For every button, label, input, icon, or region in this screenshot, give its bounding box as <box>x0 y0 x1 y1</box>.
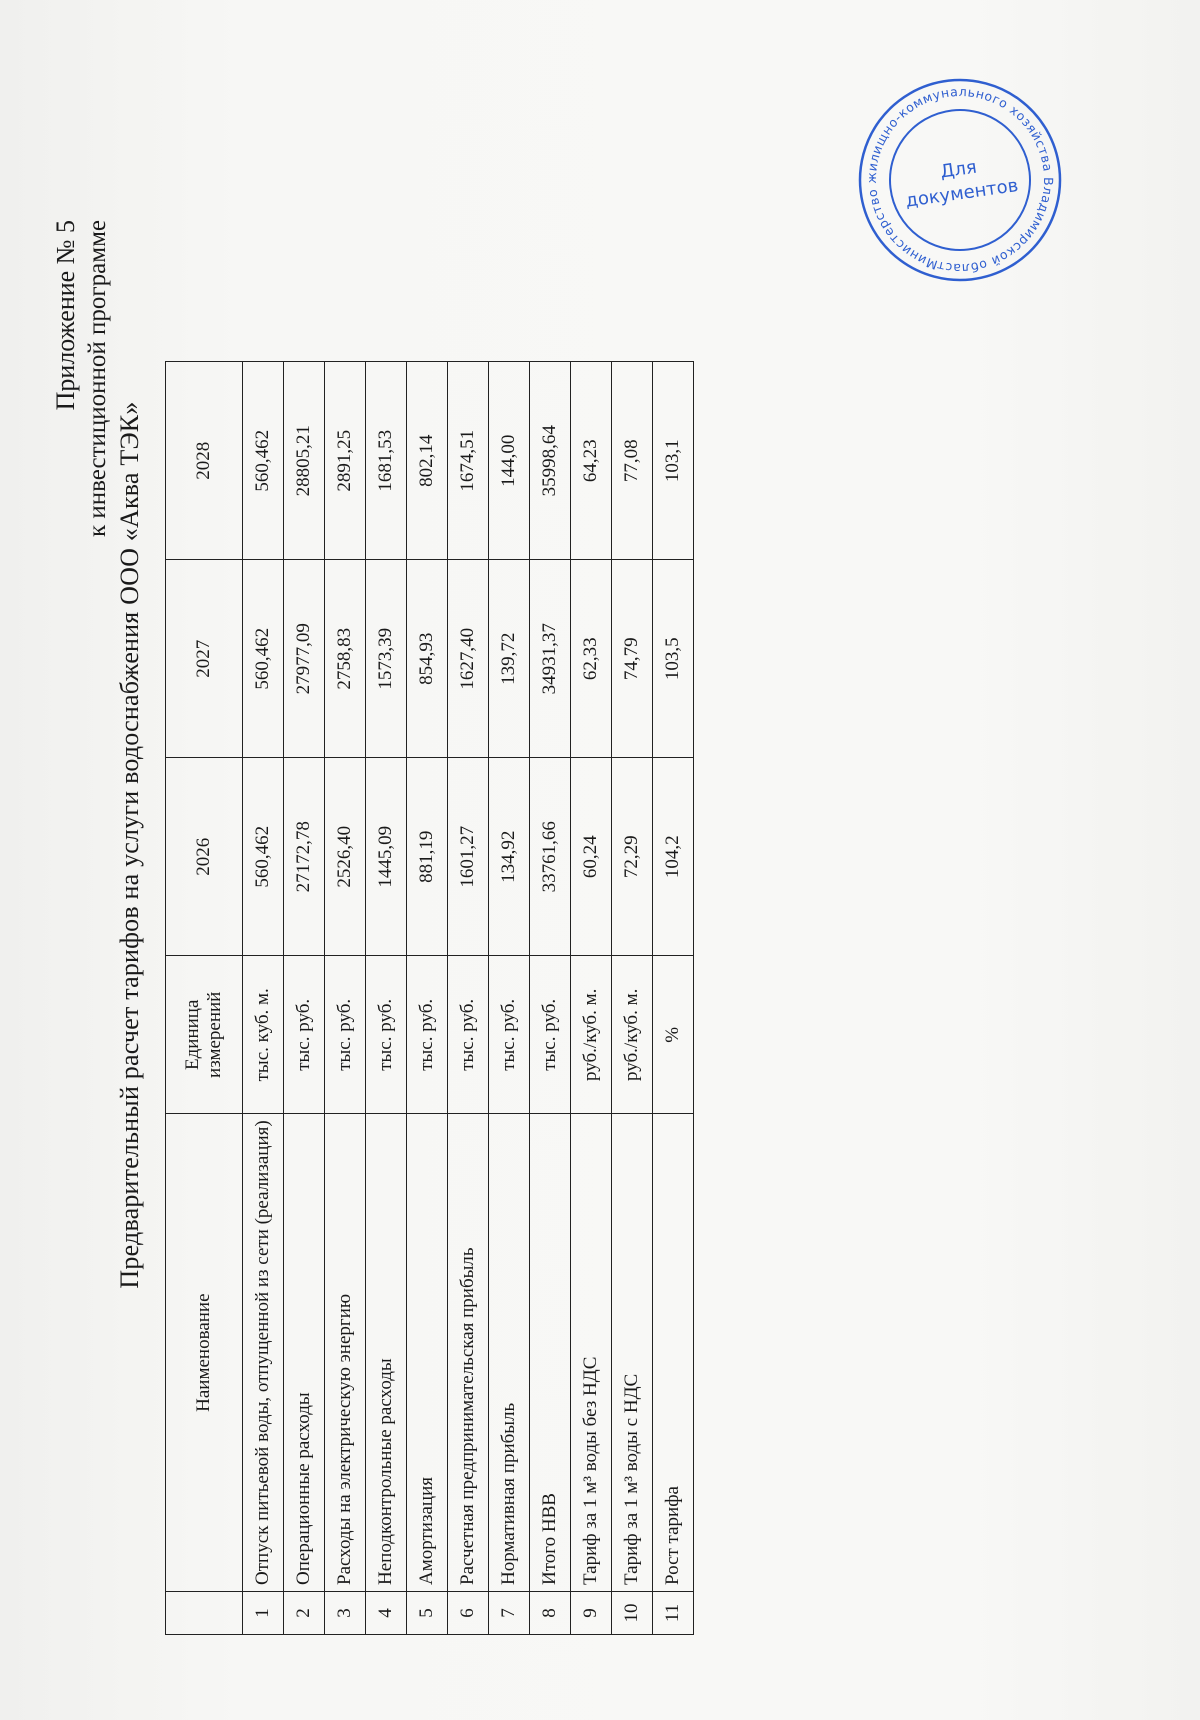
row-value-2026: 560,462 <box>243 758 284 956</box>
row-value-2028: 64,23 <box>571 362 612 560</box>
row-value-2026: 60,24 <box>571 758 612 956</box>
row-value-2026: 27172,78 <box>284 758 325 956</box>
row-value-2027: 103,5 <box>653 560 694 758</box>
row-value-2028: 1674,51 <box>448 362 489 560</box>
row-num: 9 <box>571 1592 612 1635</box>
row-name: Тариф за 1 м³ воды с НДС <box>612 1114 653 1592</box>
row-unit: тыс. руб. <box>325 956 366 1114</box>
header-unit: Единица измерений <box>166 956 243 1114</box>
row-unit: тыс. руб. <box>448 956 489 1114</box>
row-value-2028: 103,1 <box>653 362 694 560</box>
header-2027: 2027 <box>166 560 243 758</box>
table-row <box>243 362 284 1635</box>
row-value-2028: 35998,64 <box>530 362 571 560</box>
row-value-2028: 28805,21 <box>284 362 325 560</box>
row-num: 10 <box>612 1592 653 1635</box>
row-name: Итого НВВ <box>530 1114 571 1592</box>
row-value-2026: 881,19 <box>407 758 448 956</box>
row-unit: руб./куб. м. <box>571 956 612 1114</box>
table-row <box>448 362 489 1635</box>
header-2026: 2026 <box>166 758 243 956</box>
row-value-2026: 1445,09 <box>366 758 407 956</box>
stamp-center-line2: документов <box>904 175 1020 212</box>
row-num: 3 <box>325 1592 366 1635</box>
row-value-2027: 62,33 <box>571 560 612 758</box>
row-value-2028: 77,08 <box>612 362 653 560</box>
row-num: 2 <box>284 1592 325 1635</box>
row-num: 7 <box>489 1592 530 1635</box>
row-num: 6 <box>448 1592 489 1635</box>
row-unit: тыс. руб. <box>407 956 448 1114</box>
row-value-2027: 74,79 <box>612 560 653 758</box>
row-num: 11 <box>653 1592 694 1635</box>
row-value-2028: 1681,53 <box>366 362 407 560</box>
row-unit: тыс. руб. <box>530 956 571 1114</box>
row-value-2027: 854,93 <box>407 560 448 758</box>
row-value-2027: 139,72 <box>489 560 530 758</box>
ministry-stamp <box>855 75 1065 285</box>
row-unit: тыс. руб. <box>489 956 530 1114</box>
row-value-2026: 72,29 <box>612 758 653 956</box>
table-row <box>571 362 612 1635</box>
row-name: Расчетная предпринимательская прибыль <box>448 1114 489 1592</box>
table-row <box>366 362 407 1635</box>
row-value-2028: 802,14 <box>407 362 448 560</box>
document-title: Предварительный расчет тарифов на услуги водоснабжения ООО «Аква ТЭК» <box>115 401 144 1289</box>
row-value-2027: 27977,09 <box>284 560 325 758</box>
row-name: Отпуск питьевой воды, отпущенной из сети (реализация) <box>243 1114 284 1592</box>
row-unit: % <box>653 956 694 1114</box>
row-value-2027: 34931,37 <box>530 560 571 758</box>
row-num: 8 <box>530 1592 571 1635</box>
row-name: Рост тарифа <box>653 1114 694 1592</box>
table-row <box>489 362 530 1635</box>
row-value-2028: 2891,25 <box>325 362 366 560</box>
row-value-2027: 560,462 <box>243 560 284 758</box>
row-unit: тыс. руб. <box>284 956 325 1114</box>
header-2028: 2028 <box>166 362 243 560</box>
table-row <box>407 362 448 1635</box>
header-num <box>166 1592 243 1635</box>
row-unit: руб./куб. м. <box>612 956 653 1114</box>
stamp-ring-text: Министерство жилищно-коммунального хозяйства Владимирской области <box>863 83 1057 277</box>
appendix-header <box>50 220 114 537</box>
tariff-table <box>165 361 694 1635</box>
row-unit: тыс. руб. <box>366 956 407 1114</box>
row-value-2027: 2758,83 <box>325 560 366 758</box>
header-name: Наименование <box>166 1114 243 1592</box>
row-value-2026: 33761,66 <box>530 758 571 956</box>
svg-text:Министерство жилищно-коммуналь <box>855 75 1065 285</box>
row-num: 5 <box>407 1592 448 1635</box>
row-value-2026: 134,92 <box>489 758 530 956</box>
table-row <box>653 362 694 1635</box>
stamp-center-line1: Для <box>939 156 979 183</box>
row-value-2027: 1627,40 <box>448 560 489 758</box>
row-unit: тыс. куб. м. <box>243 956 284 1114</box>
row-value-2027: 1573,39 <box>366 560 407 758</box>
table-row <box>612 362 653 1635</box>
stamp-seal-icon <box>855 75 1065 285</box>
row-name: Амортизация <box>407 1114 448 1592</box>
row-value-2026: 2526,40 <box>325 758 366 956</box>
row-name: Нормативная прибыль <box>489 1114 530 1592</box>
row-name: Тариф за 1 м³ воды без НДС <box>571 1114 612 1592</box>
row-name: Операционные расходы <box>284 1114 325 1592</box>
row-name: Расходы на электрическую энергию <box>325 1114 366 1592</box>
row-value-2028: 560,462 <box>243 362 284 560</box>
table-row <box>284 362 325 1635</box>
row-num: 4 <box>366 1592 407 1635</box>
row-name: Неподконтрольные расходы <box>366 1114 407 1592</box>
appendix-subtitle: к инвестиционной программе <box>84 220 111 538</box>
table-header-row <box>166 362 243 1635</box>
row-num: 1 <box>243 1592 284 1635</box>
row-value-2026: 104,2 <box>653 758 694 956</box>
row-value-2026: 1601,27 <box>448 758 489 956</box>
table-row <box>325 362 366 1635</box>
table-row <box>530 362 571 1635</box>
appendix-number: Приложение № 5 <box>51 220 80 411</box>
row-value-2028: 144,00 <box>489 362 530 560</box>
